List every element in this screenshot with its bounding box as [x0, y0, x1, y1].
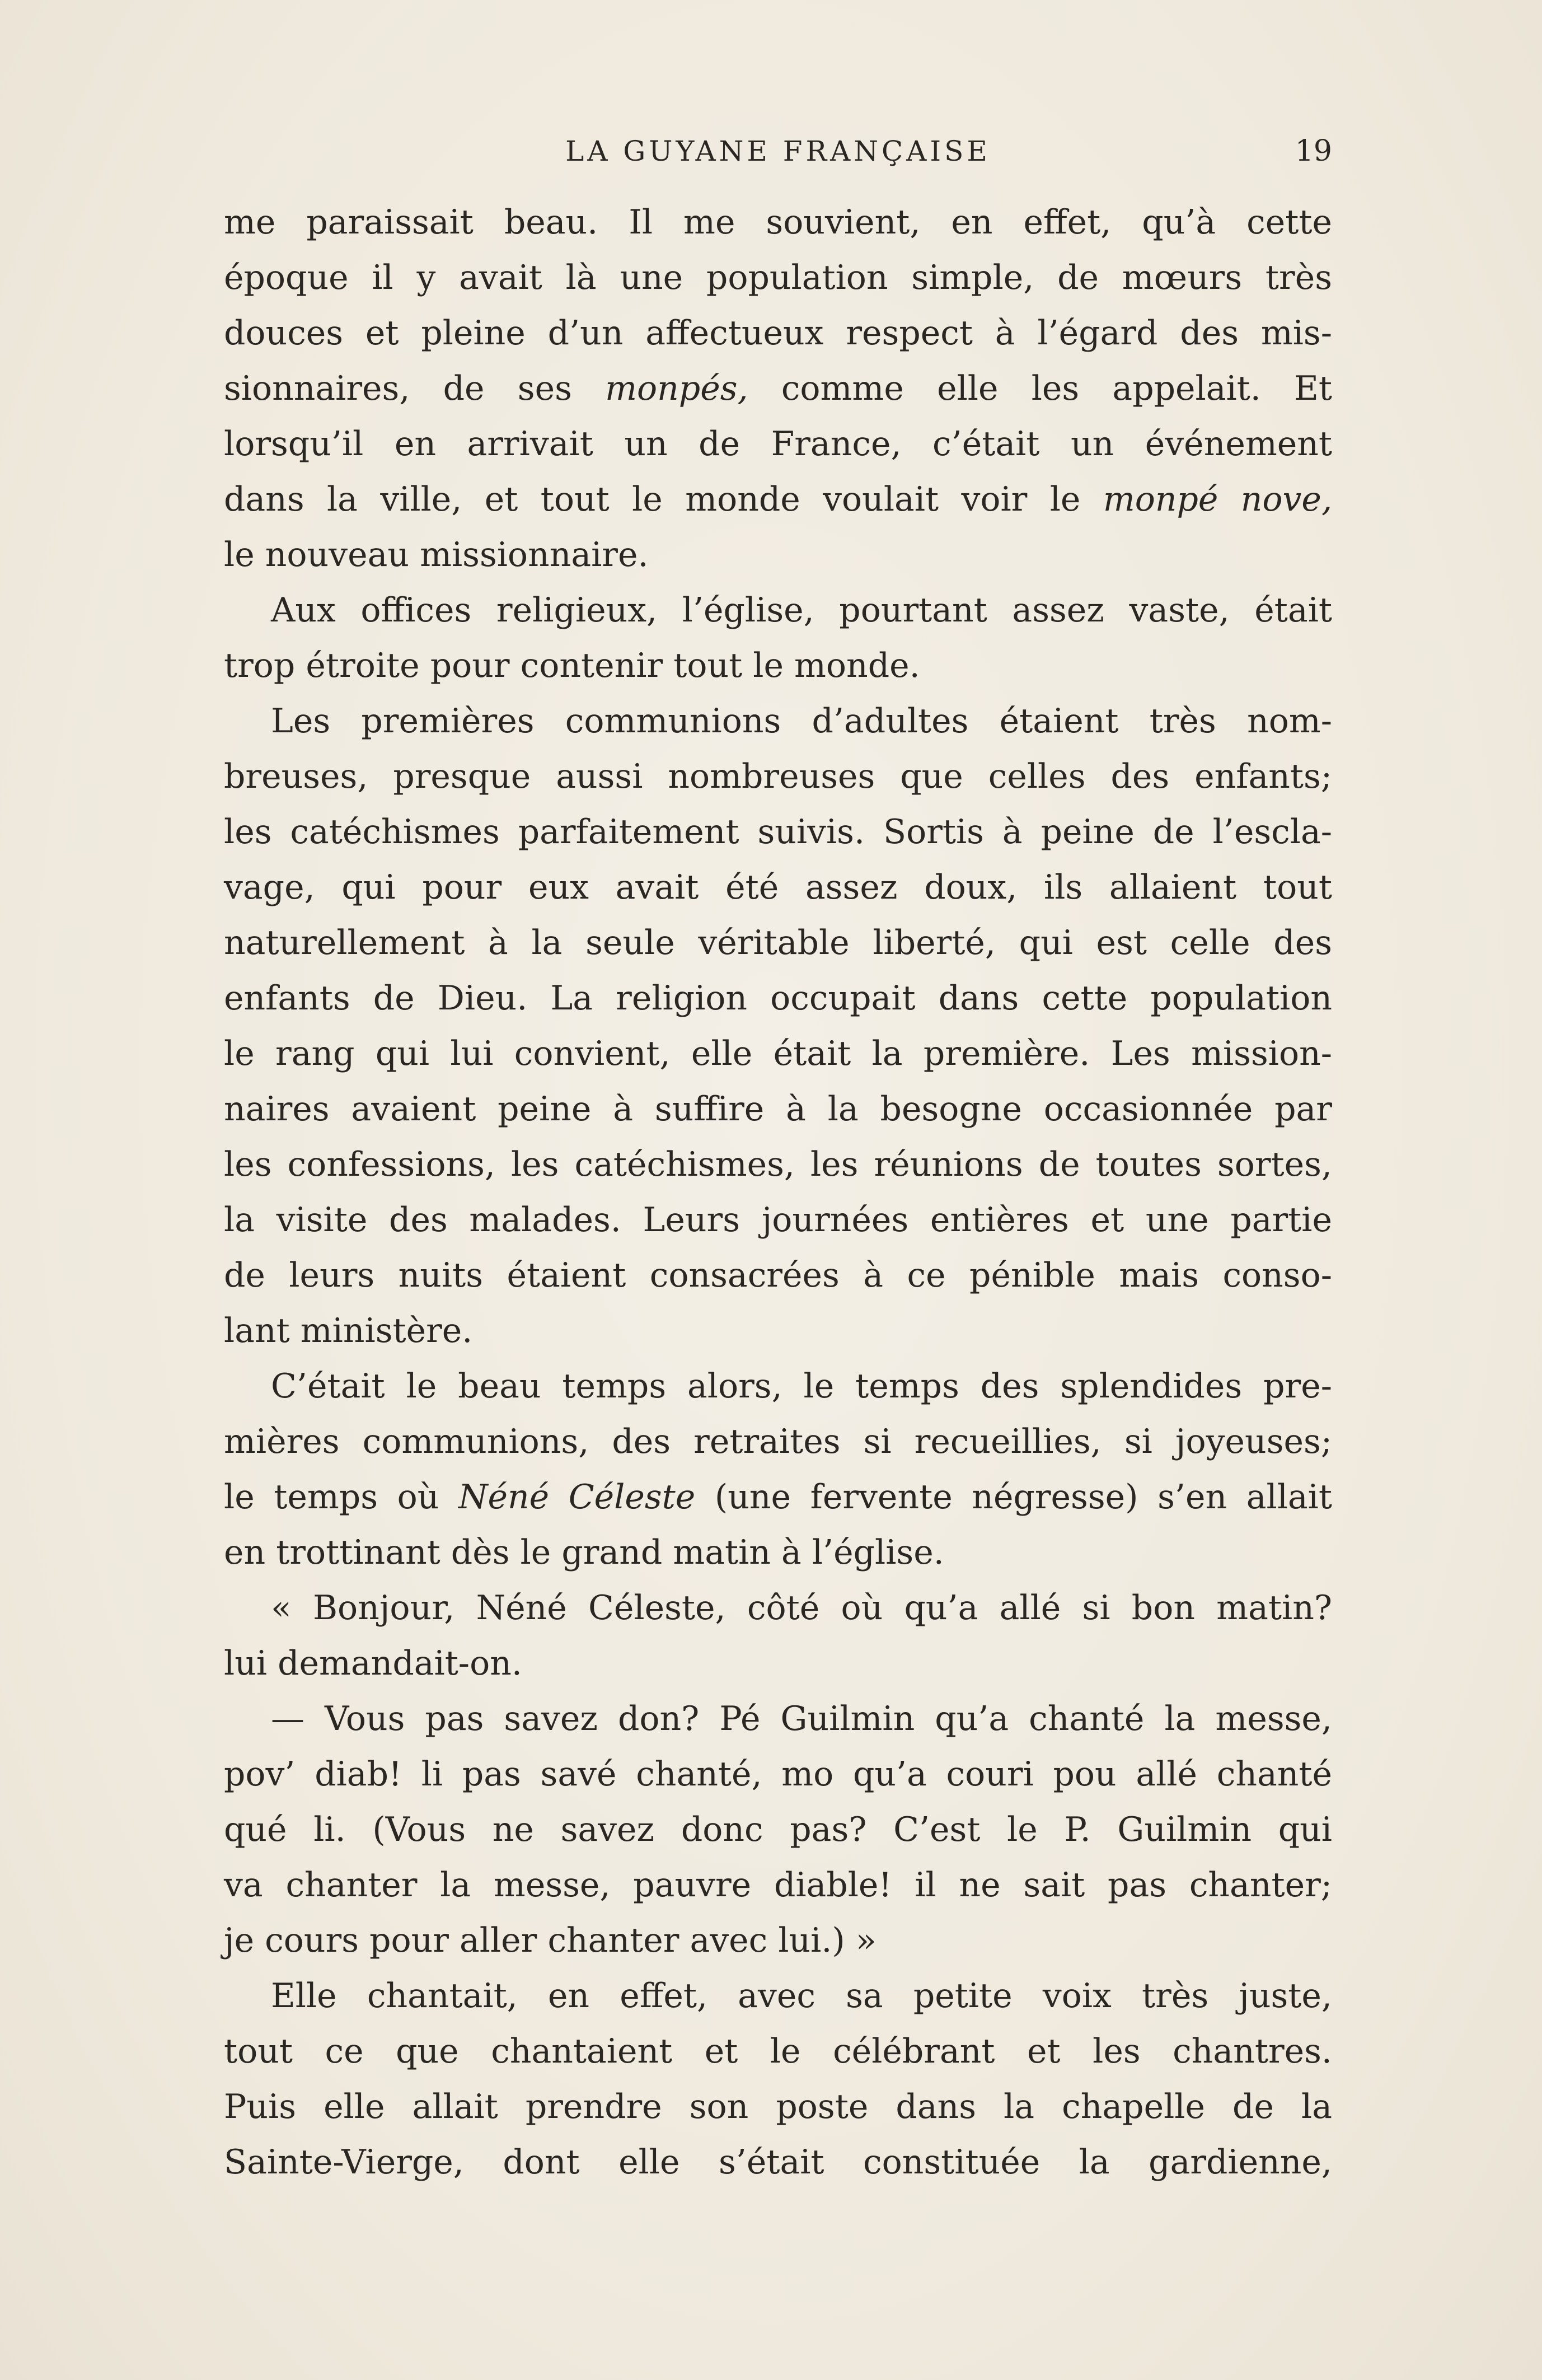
text-line: qué li. (Vous ne savez donc pas? C’est le P. Guilmin qui	[224, 1810, 1332, 1849]
text-line: lorsqu’il en arrivait un de France, c’était un événement	[224, 424, 1332, 464]
text-line: lui demandait-on.	[224, 1644, 522, 1683]
text-line: tout ce que chantaient et le célébrant et les chantres.	[224, 2032, 1332, 2071]
text-line: Puis elle allait prendre son poste dans la chapelle de la	[224, 2087, 1332, 2126]
text-line: vage, qui pour eux avait été assez doux, ils allaient tout	[224, 868, 1332, 907]
text-line: me paraissait beau. Il me souvient, en effet, qu’à cette	[224, 203, 1332, 242]
text-line: de leurs nuits étaient consacrées à ce pénible mais conso-	[224, 1256, 1332, 1295]
text-line: la visite des malades. Leurs journées entières et une partie	[224, 1200, 1332, 1240]
text-line: va chanter la messe, pauvre diable! il ne sait pas chanter;	[224, 1865, 1332, 1905]
text-line: pov’ diab! li pas savé chanté, mo qu’a couri pou allé chanté	[224, 1755, 1332, 1794]
text-line: Aux offices religieux, l’église, pourtant assez vaste, était	[271, 591, 1332, 630]
text-line: le nouveau missionnaire.	[224, 535, 649, 574]
text-line: enfants de Dieu. La religion occupait dans cette population	[224, 979, 1332, 1018]
text-line: en trottinant dès le grand matin à l’église.	[224, 1533, 944, 1572]
text-line: les catéchismes parfaitement suivis. Sortis à peine de l’escla-	[224, 812, 1332, 852]
text-line: lant ministère.	[224, 1311, 473, 1350]
text-line: les confessions, les catéchismes, les réunions de toutes sortes,	[224, 1145, 1332, 1184]
text-line: breuses, presque aussi nombreuses que celles des enfants;	[224, 757, 1332, 796]
text-line: Les premières communions d’adultes étaient très nom-	[271, 702, 1332, 741]
body-text	[224, 195, 1332, 2190]
text-line: le temps où Néné Céleste (une fervente négresse) s’en allait	[224, 1477, 1332, 1517]
page-number: 19	[1295, 134, 1332, 168]
text-line: le rang qui lui convient, elle était la première. Les mission-	[224, 1034, 1332, 1073]
text-line: C’était le beau temps alors, le temps des splendides pre-	[271, 1367, 1332, 1406]
text-line: sionnaires, de ses monpés, comme elle les appelait. Et	[224, 369, 1333, 408]
text-line: trop étroite pour contenir tout le monde.	[224, 646, 920, 685]
text-line: naturellement à la seule véritable liberté, qui est celle des	[224, 923, 1332, 962]
text-line: je cours pour aller chanter avec lui.) »	[224, 1921, 877, 1960]
text-line: Sainte-Vierge, dont elle s’était constituée la gardienne,	[224, 2143, 1332, 2182]
running-head	[224, 129, 1332, 174]
text-line: naires avaient peine à suffire à la besogne occasionnée par	[224, 1090, 1332, 1129]
text-line: Elle chantait, en effet, avec sa petite voix très juste,	[271, 1976, 1332, 2016]
running-title: LA GUYANE FRANÇAISE	[565, 135, 991, 167]
text-line: mières communions, des retraites si recueillies, si joyeuses;	[224, 1422, 1332, 1461]
text-line: dans la ville, et tout le monde voulait voir le monpé nove,	[224, 480, 1333, 519]
text-line: douces et pleine d’un affectueux respect à l’égard des mis-	[224, 314, 1332, 353]
text-line: époque il y avait là une population simple, de mœurs très	[224, 258, 1332, 297]
text-line: — Vous pas savez don? Pé Guilmin qu’a chanté la messe,	[271, 1699, 1332, 1738]
text-line: « Bonjour, Néné Céleste, côté où qu’a allé si bon matin?	[271, 1588, 1332, 1628]
